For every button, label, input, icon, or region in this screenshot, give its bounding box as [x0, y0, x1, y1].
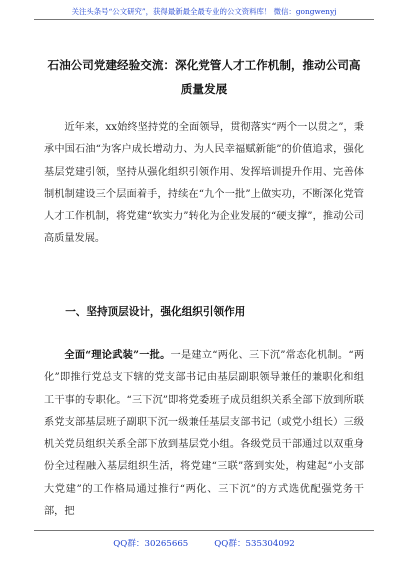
footer-qq-group-2: QQ群：535304092 — [214, 539, 295, 549]
header-banner: 关注头条号“公文研究”，获得最新最全最专业的公文资料库！ 微信：gongwenyj — [71, 7, 337, 16]
footer-qq-group-1: QQ群：30265665 — [113, 539, 189, 549]
section-heading: 一、坚持顶层设计，强化组织引领作用 — [65, 306, 246, 318]
footer — [34, 537, 374, 549]
intro-paragraph: 近年来，xx始终坚持党的全面领导，贯彻落实“两个一以贯之”，秉承中国石油“为客户成长增动力、为人民幸福赋新能”的价值追求，强化基层党建引领，坚持从强化组织引领作用、发挥培训提升作用、完善体制机制建设三个层面着手，持续在“九个一批”上做实功，不断深化党管人才工作机制，将党建“软实力”转化为企业发展的“硬支撑”，推动公司高质量发展。 — [44, 122, 364, 245]
section-lead-phrase: 全面“理论武装”一批。 — [64, 349, 171, 361]
document-title: 石油公司党建经验交流：深化党管人才工作机制，推动公司高质量发展 — [47, 58, 361, 96]
section-body-text: 一是建立“两化、三下沉”常态化机制。“两化”即推行党总支下辖的党支部书记由基层副职领导兼任的兼职化和组工干事的专职化。“三下沉”即将党委班子成员组织关系全部下放到所联系党支部基层班子副职下沉一级兼任基层支部书记（或党小组长）三级机关党员组织关系全部下放到基层党小组。各级党员干部通过以双重身份全过程融入基层组织生活，将党建“三联”落到实处，构建起“小支部大党建”的工作格局通过推行“两化、三下沉”的方式选优配强党务干部，把 — [44, 350, 365, 518]
footer-divider — [34, 530, 374, 531]
header-divider — [34, 19, 374, 20]
section-paragraph — [44, 344, 364, 523]
